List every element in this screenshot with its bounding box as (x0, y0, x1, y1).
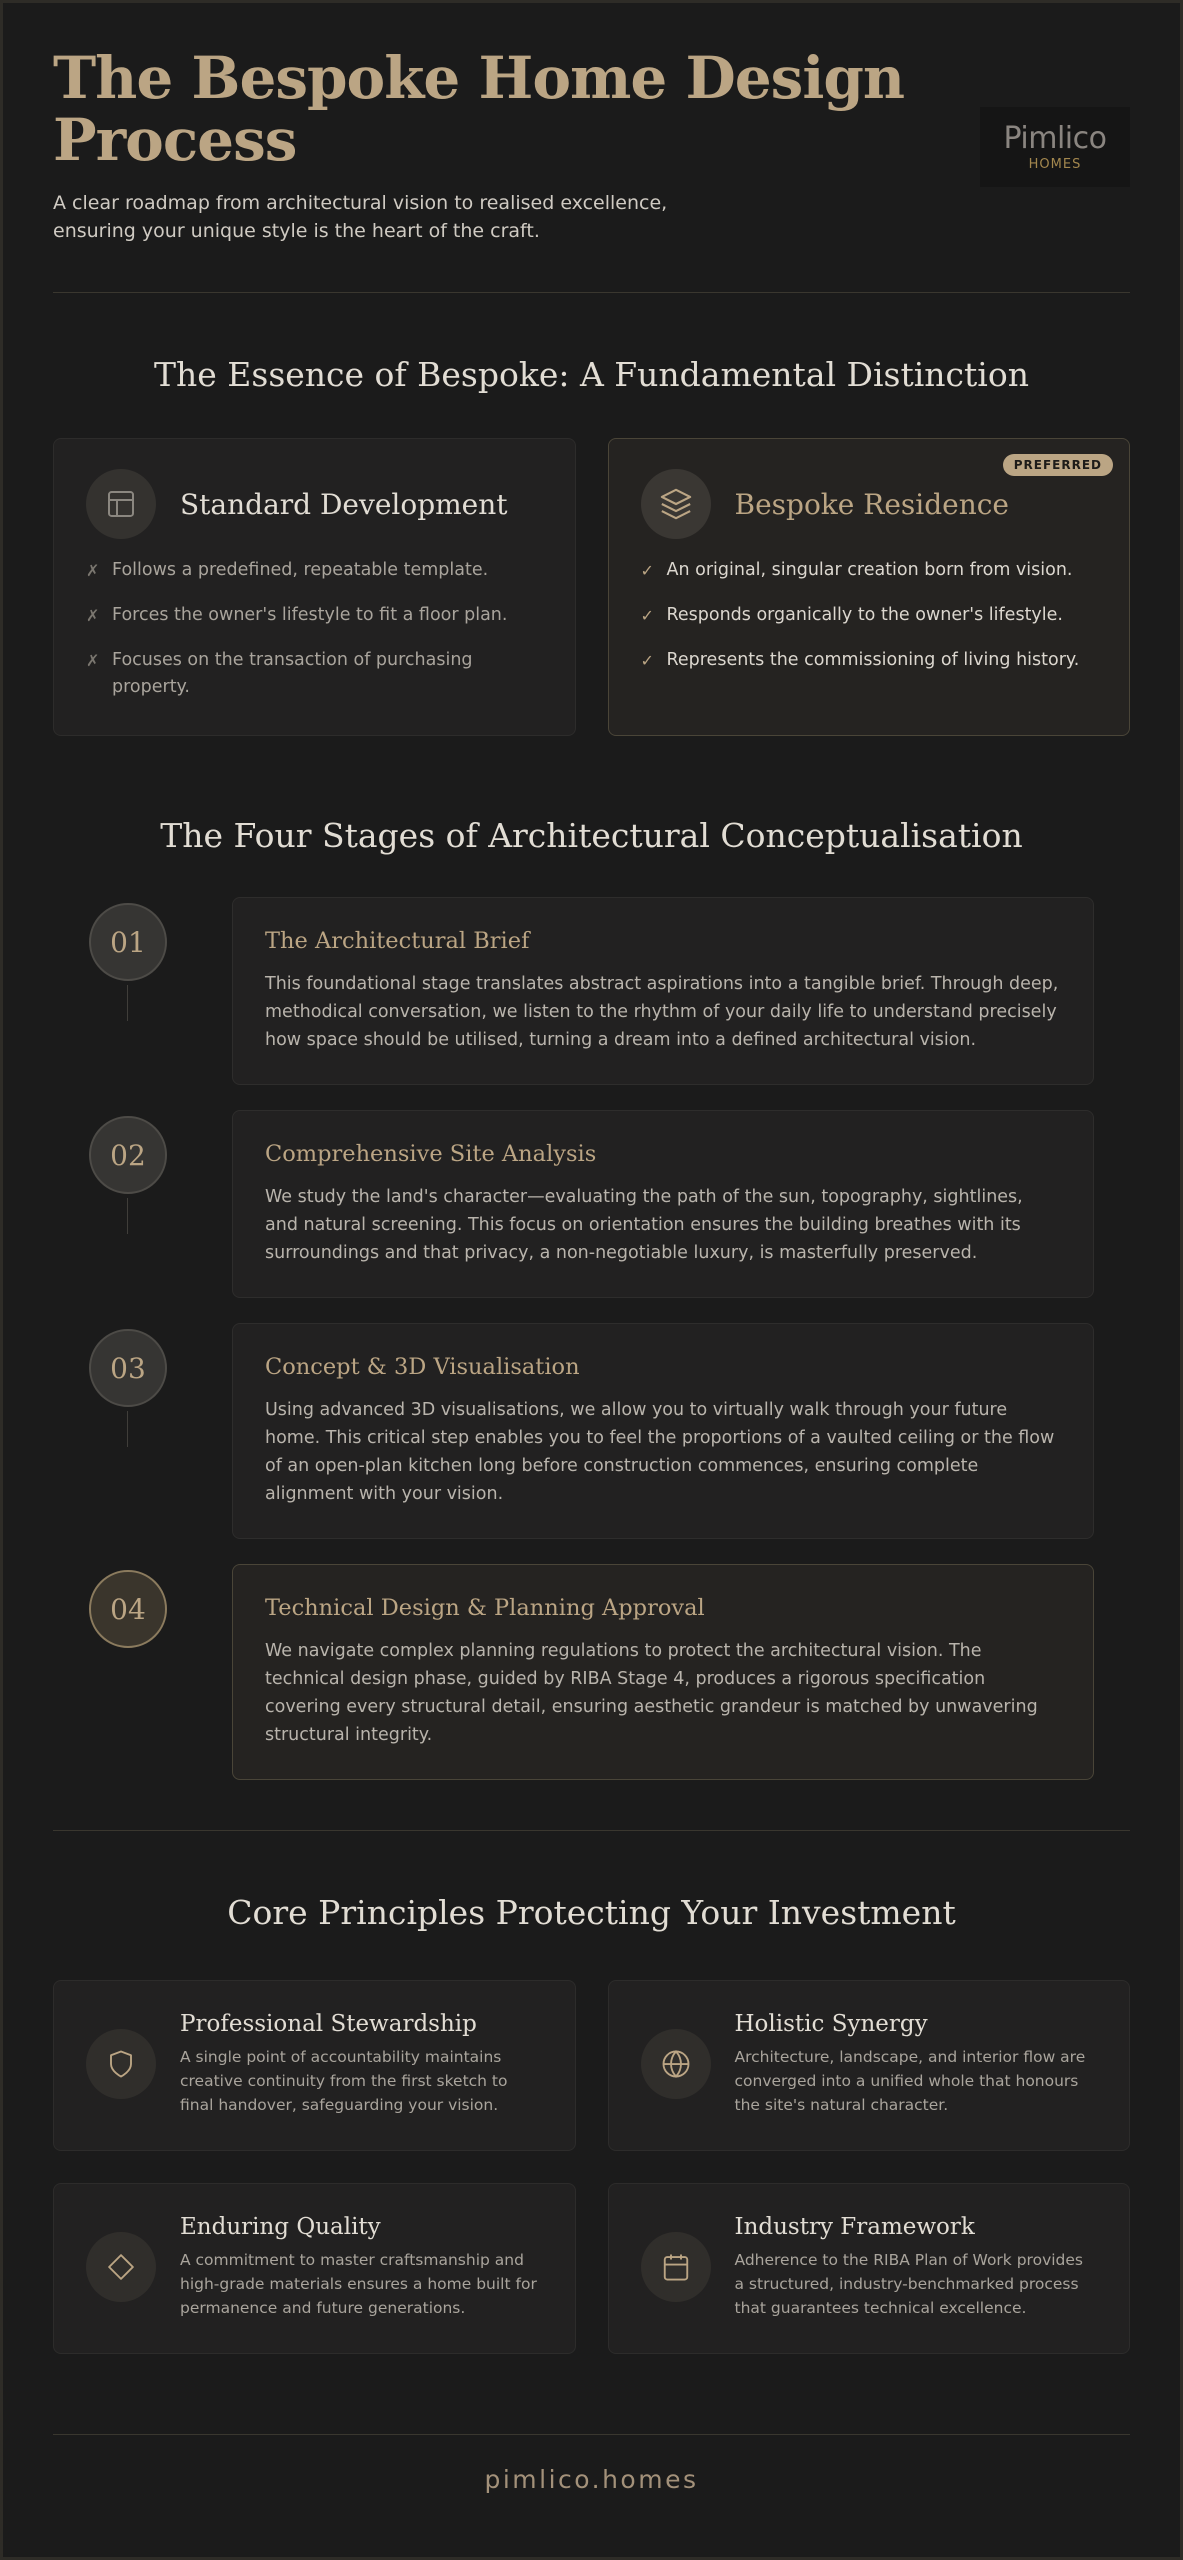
card-title: Bespoke Residence (734, 487, 1009, 521)
list-item-text: Focuses on the transaction of purchasing property. (112, 650, 473, 697)
distinction-title: The Essence of Bespoke: A Fundamental Distinction (154, 355, 1029, 394)
list-item-text: Responds organically to the owner's lifestyle. (666, 605, 1063, 625)
footer (53, 2434, 1130, 2494)
stage-marker (89, 1110, 232, 1298)
check-icon: ✓ (640, 561, 654, 580)
stage-marker (89, 897, 232, 1085)
brand-logo (980, 107, 1130, 187)
principle-body (735, 2011, 1098, 2120)
stage-item (89, 1323, 1094, 1539)
cross-icon: ✗ (86, 561, 100, 580)
page-title-line-1: The Bespoke Home Design (53, 44, 905, 112)
stage-marker (89, 1564, 232, 1780)
page-subtitle-line-1: A clear roadmap from architectural vision to realised excellence, (53, 192, 668, 214)
principle-description: A commitment to master craftsmanship and high-grade materials ensures a home built for permanence and future generations. (180, 2251, 537, 2317)
page-title (53, 44, 913, 174)
stage-item (89, 1564, 1094, 1780)
stage-description: Using advanced 3D visualisations, we allow you to virtually walk through your future home. This critical step enables you to feel the proportions of a vaulted ceiling or the flow of an open-plan kitchen long before construction commences, ensuring complete alignment with your vision. (265, 1400, 1055, 1504)
stage-item (89, 897, 1094, 1085)
timeline-connector (127, 985, 128, 1021)
principle-card (53, 1980, 576, 2151)
card-header (641, 469, 1098, 539)
stage-card (232, 1323, 1094, 1539)
stage-title: Technical Design & Planning Approval (265, 1595, 705, 1621)
list-item (641, 647, 1098, 674)
stage-title: The Architectural Brief (265, 928, 530, 954)
principle-body (180, 2214, 543, 2323)
cross-icon: ✗ (86, 651, 100, 670)
section-divider (53, 1830, 1130, 1831)
standard-development-card (53, 438, 576, 736)
stage-card (232, 897, 1094, 1085)
principle-body (180, 2011, 543, 2120)
list-item (641, 557, 1098, 584)
stage-title: Comprehensive Site Analysis (265, 1141, 597, 1167)
standard-list (86, 557, 543, 701)
comparison (53, 438, 1130, 736)
bespoke-residence-card (608, 438, 1131, 736)
principle-card (53, 2183, 576, 2354)
list-item (86, 602, 543, 629)
page-title-line-2: Process (53, 106, 297, 174)
principle-description: A single point of accountability maintains creative continuity from the first sketch to final handover, safeguarding your vision. (180, 2048, 508, 2114)
bespoke-list (641, 557, 1098, 674)
principles-grid (53, 1980, 1130, 2354)
stage-description: We study the land's character—evaluating the path of the sun, topography, sightlines, and natural screening. This focus on orientation ensures the building breathes with its surroundings and that privacy, a non-negotiable luxury, is masterfully preserved. (265, 1187, 1023, 1263)
card-header (86, 469, 543, 539)
principle-body (735, 2214, 1098, 2323)
list-item-text: Forces the owner's lifestyle to fit a floor plan. (112, 605, 508, 625)
list-item (86, 647, 543, 701)
timeline-connector (127, 1198, 128, 1234)
principle-card (608, 2183, 1131, 2354)
principle-title: Professional Stewardship (180, 2011, 477, 2037)
cross-icon: ✗ (86, 606, 100, 625)
stages-title: The Four Stages of Architectural Conceptualisation (160, 816, 1023, 855)
principle-description: Adherence to the RIBA Plan of Work provides a structured, industry-benchmarked process that guarantees technical excellence. (734, 2251, 1083, 2317)
list-item-text: Follows a predefined, repeatable template. (112, 560, 489, 580)
principle-title: Holistic Synergy (734, 2011, 928, 2037)
stage-number: 02 (89, 1116, 167, 1194)
check-icon: ✓ (640, 606, 654, 625)
diamond-icon (86, 2232, 156, 2302)
principle-card (608, 1980, 1131, 2151)
principle-description: Architecture, landscape, and interior flow are converged into a unified whole that honours the site's natural character. (734, 2048, 1086, 2114)
page-subtitle (53, 189, 753, 245)
logo-sub: HOMES (1028, 156, 1082, 172)
principle-title: Industry Framework (734, 2214, 975, 2240)
stages-timeline (53, 897, 1130, 1780)
list-item (86, 557, 543, 584)
preferred-badge: PREFERRED (1003, 454, 1113, 476)
stage-number: 03 (89, 1329, 167, 1407)
stage-title: Concept & 3D Visualisation (265, 1354, 580, 1380)
stage-card (232, 1564, 1094, 1780)
header (53, 3, 1130, 293)
stage-number: 01 (89, 903, 167, 981)
stage-description: This foundational stage translates abstract aspirations into a tangible brief. Through deep, methodical conversation, we listen to the rhythm of your daily life to understand precisely how space should be utilised, turning a dream into a defined architectural vision. (265, 974, 1059, 1050)
page-subtitle-line-2: ensuring your unique style is the heart of the craft. (53, 220, 540, 242)
list-item (641, 602, 1098, 629)
stage-marker (89, 1323, 232, 1539)
timeline-connector (127, 1411, 128, 1447)
list-item-text: Represents the commissioning of living history. (666, 650, 1080, 670)
card-title: Standard Development (180, 487, 508, 521)
principle-title: Enduring Quality (180, 2214, 381, 2240)
globe-icon (641, 2029, 711, 2099)
stage-description: We navigate complex planning regulations to protect the architectural vision. The technical design phase, guided by RIBA Stage 4, produces a rigorous specification covering every structural detail, ensuring aesthetic grandeur is matched by unwavering structural integrity. (265, 1641, 1038, 1745)
footer-website: pimlico.homes (484, 2465, 699, 2494)
stage-number: 04 (89, 1570, 167, 1648)
stage-item (89, 1110, 1094, 1298)
principles-title: Core Principles Protecting Your Investment (227, 1893, 956, 1932)
logo-name: Pimlico (1003, 120, 1107, 156)
layout-icon (86, 469, 156, 539)
list-item-text: An original, singular creation born from vision. (666, 560, 1073, 580)
check-icon: ✓ (640, 651, 654, 670)
layers-icon (641, 469, 711, 539)
calendar-icon (641, 2232, 711, 2302)
shield-icon (86, 2029, 156, 2099)
stage-card (232, 1110, 1094, 1298)
